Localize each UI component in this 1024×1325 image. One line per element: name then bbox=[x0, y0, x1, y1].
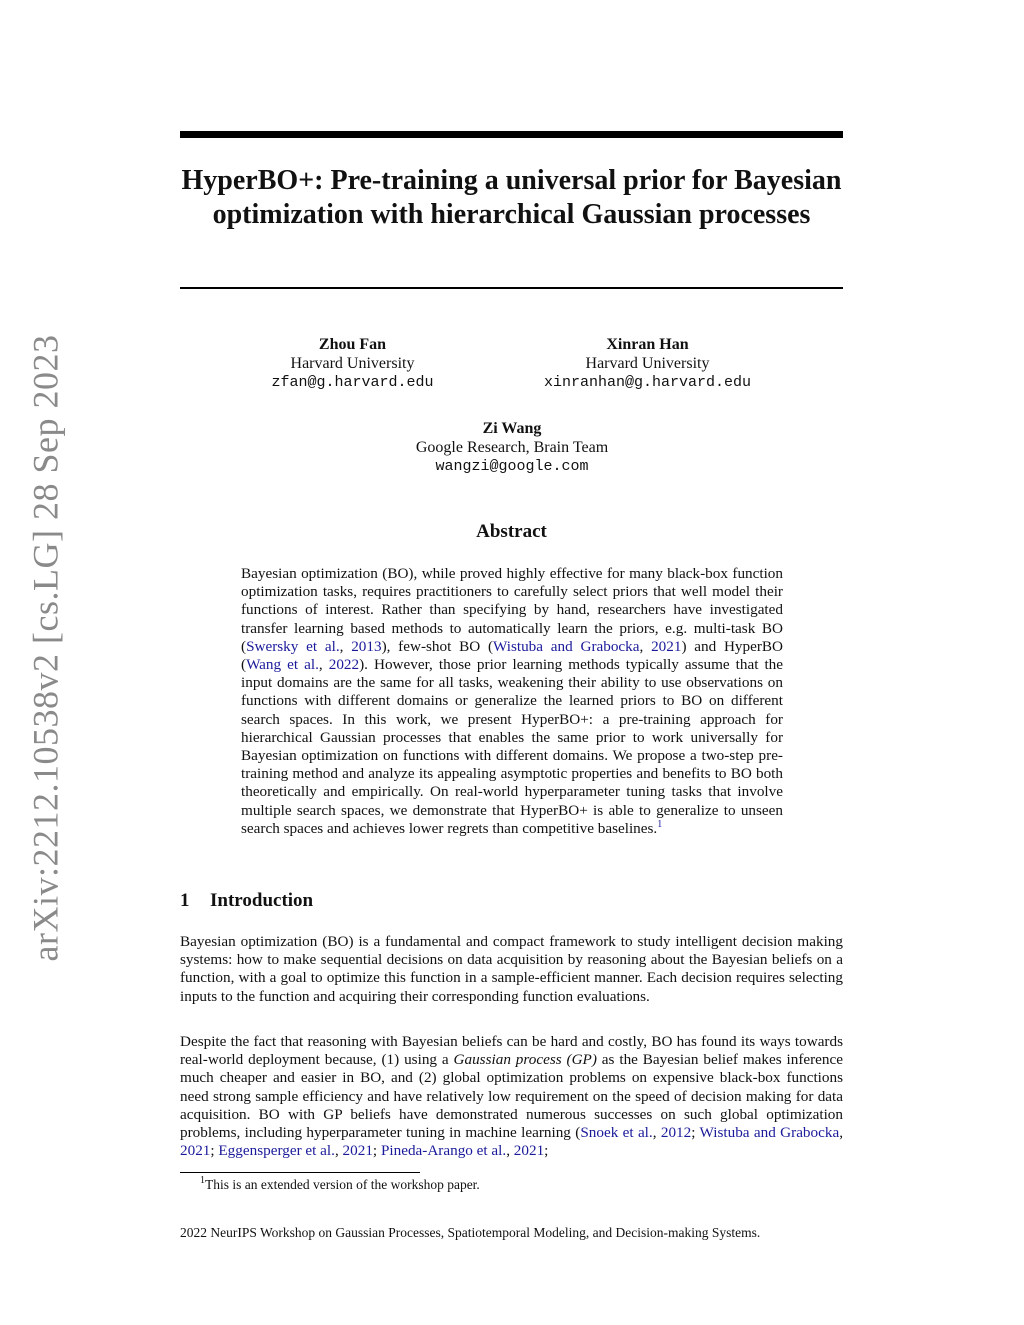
citation-year-link[interactable]: 2012 bbox=[660, 1124, 692, 1142]
title-bottom-rule bbox=[180, 287, 843, 289]
author-name: Zi Wang bbox=[482, 420, 542, 437]
author-block bbox=[362, 419, 662, 476]
footnote-marker[interactable]: 1 bbox=[657, 818, 663, 830]
arxiv-stamp bbox=[20, 334, 70, 961]
citation-year-link[interactable]: 2021 bbox=[513, 1142, 545, 1160]
emphasis-term: Gaussian process (GP) bbox=[453, 1051, 597, 1069]
abstract-text-run: ). However, those prior learning methods typically assume that the input domains are the same for all tasks, weakening their ability to use observations on functions with different domains or generalize the learned priors to BO on different search spaces. In this work, we present HyperBO+: a pre-training approach for hierarchical Gaussian processes that enables the same prior to work universally for Bayesian optimization on functions with different domains. We propose a two-step pre-training method and analyze its appealing asymptotic properties and benefits to BO both theoretically and empirically. On real-world hyperparameter tuning tasks that involve multiple search spaces, we demonstrate that HyperBO+ is able to generalize to unseen search spaces and achieves lower regrets than competitive baselines. bbox=[241, 656, 784, 837]
footnote-rule bbox=[180, 1172, 420, 1173]
citation-year-link[interactable]: 2013 bbox=[351, 637, 382, 655]
abstract-text-run: Bayesian optimization (BO), while proved highly effective for many black-box function optimization tasks, requires practitioners to carefully select priors that well model their functions of interest. Rather than specifying by hand, researchers have investigated transfer learning based methods to automatically learn the priors, e.g. multi-task BO ( bbox=[241, 565, 783, 655]
citation-link[interactable]: Wistuba and Grabocka bbox=[699, 1124, 840, 1142]
citation-link[interactable]: Wang et al. bbox=[246, 656, 319, 674]
venue-note: 2022 NeurIPS Workshop on Gaussian Processes, Spatiotemporal Modeling, and Decision-making Systems. bbox=[180, 1225, 761, 1240]
section-title: Introduction bbox=[210, 890, 314, 911]
footnote bbox=[200, 1177, 480, 1193]
intro-paragraph-2: Despite the fact that reasoning with Bayesian beliefs can be hard and costly, BO has found its ways towards real-world deployment because, (1) using a Gaussian process (GP) as the Bayesian belief makes inference much cheaper and easier in BO, and (2) global optimization problems on expensive black-box functions need strong sample efficiency and have relatively low requirement on the speed of decision making for data acquisition. BO with GP beliefs have demonstrated numerous successes on such global optimization problems, including hyperparameter tuning in machine learning (Snoek et al., 2012; Wistuba and Grabocka, 2021; Eggensperger et al., 2021; Pineda-Arango et al., 2021; bbox=[180, 1033, 843, 1160]
citation-link[interactable]: Swersky et al. bbox=[246, 637, 340, 655]
author-block bbox=[220, 335, 485, 392]
citation-link[interactable]: Pineda-Arango et al. bbox=[380, 1142, 507, 1160]
arxiv-identifier: arXiv:2212.10538v2 [cs.LG] 28 Sep 2023 bbox=[25, 334, 66, 961]
citation-year-link[interactable]: 2021 bbox=[342, 1142, 373, 1160]
abstract-text-run: ) and HyperBO ( bbox=[241, 637, 784, 674]
author-affiliation: Google Research, Brain Team bbox=[415, 439, 609, 456]
citation-year-link[interactable]: 2021 bbox=[651, 637, 682, 655]
footnote-text: This is an extended version of the workshop paper. bbox=[205, 1177, 480, 1192]
author-email[interactable]: wangzi@google.com bbox=[435, 458, 589, 475]
author-email[interactable]: xinranhan@g.harvard.edu bbox=[543, 374, 752, 391]
abstract-text-run: ), few-shot BO ( bbox=[381, 637, 494, 655]
abstract-text: Bayesian optimization (BO), while proved highly effective for many black-box function optimization tasks, requires practitioners to carefully select priors that well model their functions of interest. Rather than specifying by hand, researchers have investigated transfer learning based methods to automatically learn the priors, e.g. multi-task BO (Swersky et al., 2013), few-shot BO (Wistuba and Grabocka, 2021) and HyperBO (Wang et al., 2022). However, those prior learning methods typically assume that the input domains are the same for all tasks, weakening their ability to use observations on functions with different domains or generalize the learned priors to BO on different search spaces. In this work, we present HyperBO+: a pre-training approach for hierarchical Gaussian processes that enables the same prior to work universally for Bayesian optimization on functions with different domains. We propose a two-step pre-training method and analyze its appealing asymptotic properties and benefits to BO both theoretically and empirically. On real-world hyperparameter tuning tasks that involve multiple search spaces, we demonstrate that HyperBO+ is able to generalize to unseen search spaces and achieves lower regrets than competitive baselines.$^1$ bbox=[241, 565, 784, 837]
citation-link[interactable]: Eggensperger et al. bbox=[218, 1142, 335, 1160]
citation-year-link[interactable]: 2021 bbox=[180, 1142, 211, 1160]
paper-title: HyperBO+: Pre-training a universal prior for Bayesian optimization with hierarchical Gaussian processes bbox=[181, 165, 842, 230]
footnote-number: 1 bbox=[200, 1175, 205, 1186]
abstract-heading: Abstract bbox=[476, 521, 547, 542]
section-number: 1 bbox=[180, 890, 190, 911]
author-block bbox=[510, 335, 785, 392]
author-name: Xinran Han bbox=[606, 336, 689, 353]
author-email[interactable]: zfan@g.harvard.edu bbox=[271, 374, 434, 391]
intro-paragraph-1: Bayesian optimization (BO) is a fundamental and compact framework to study intelligent decision making systems: how to make sequential decisions on data acquisition by reasoning about the Bayesian beliefs on a function, with a goal to optimize this function in a sample-efficient manner. Each decision requires selecting inputs to the function and acquiring their corresponding function evaluations. bbox=[180, 933, 843, 1005]
section-heading bbox=[180, 890, 313, 912]
author-affiliation: Harvard University bbox=[290, 355, 415, 372]
citation-link[interactable]: Wistuba and Grabocka bbox=[493, 637, 640, 655]
author-affiliation: Harvard University bbox=[585, 355, 710, 372]
author-name: Zhou Fan bbox=[318, 336, 387, 353]
citation-year-link[interactable]: 2022 bbox=[328, 656, 360, 674]
title-top-rule bbox=[180, 131, 843, 138]
citation-link[interactable]: Snoek et al. bbox=[580, 1124, 653, 1142]
